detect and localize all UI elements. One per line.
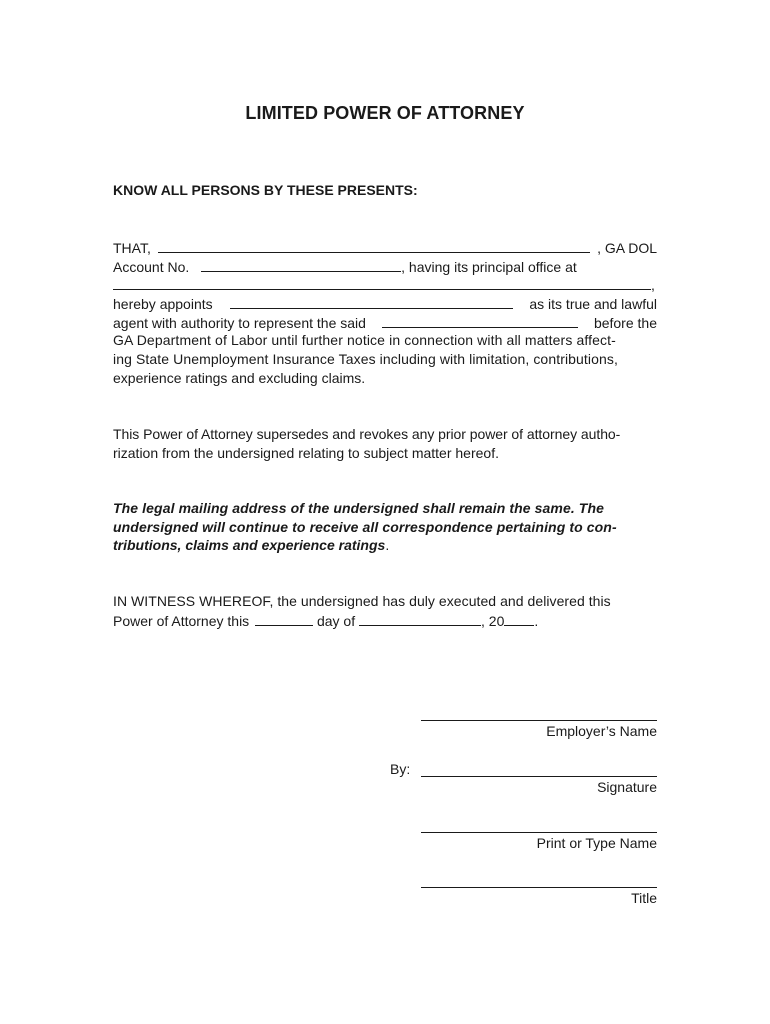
- before-the-text: before the: [593, 314, 657, 331]
- mailing-address-paragraph: [113, 499, 657, 555]
- paragraph-line: [113, 592, 657, 611]
- paragraph-line: [113, 425, 657, 444]
- paragraph-line: [113, 518, 657, 537]
- paragraph-text: ing State Unemployment Insurance Taxes including with limitation, contributions,: [113, 351, 618, 368]
- paragraph-text: IN WITNESS WHEREOF, the undersigned has duly executed and delivered this: [113, 593, 611, 609]
- that-text: THAT,: [113, 240, 151, 256]
- day-blank[interactable]: [255, 611, 313, 626]
- ga-dol-text: , GA DOL: [597, 240, 657, 256]
- comma-text: ,: [651, 277, 655, 294]
- employer-name-line[interactable]: [421, 720, 657, 721]
- period-text: .: [385, 537, 390, 554]
- company-name-blank[interactable]: [158, 238, 590, 253]
- signature-label: Signature: [597, 779, 657, 795]
- period-text: .: [534, 612, 539, 629]
- supersedes-paragraph: [113, 425, 657, 462]
- paragraph-line: [113, 313, 657, 332]
- employer-name-label: Employer’s Name: [546, 723, 657, 739]
- paragraph-text: tributions, claims and experience ratings: [113, 537, 386, 554]
- paragraph-line: [113, 536, 657, 555]
- paragraph-line: [113, 275, 657, 294]
- paragraph-text: The legal mailing address of the undersigned shall remain the same. The: [113, 500, 605, 516]
- paragraph-line: [113, 257, 657, 276]
- paragraph-line: [113, 331, 657, 350]
- title-label: Title: [631, 890, 657, 906]
- day-of-text: day of: [316, 612, 356, 629]
- paragraph-text: This Power of Attorney supersedes and revokes any prior power of attorney autho-: [113, 426, 621, 442]
- print-name-label: Print or Type Name: [536, 835, 657, 851]
- paragraph-line: [113, 444, 657, 463]
- signature-line[interactable]: [421, 776, 657, 777]
- year-blank[interactable]: [504, 611, 534, 626]
- paragraph-text: undersigned will continue to receive all correspondence pertaining to con-: [113, 518, 617, 535]
- poa-this-text: Power of Attorney this: [113, 612, 250, 629]
- paragraph-text: experience ratings and excluding claims.: [113, 369, 366, 386]
- office-address-blank[interactable]: [113, 275, 651, 290]
- paragraph-text: GA Department of Labor until further notice in connection with all matters affect-: [113, 332, 616, 349]
- agent-authority-text: agent with authority to represent the said: [113, 314, 366, 331]
- account-number-blank[interactable]: [201, 257, 401, 272]
- section-heading: KNOW ALL PERSONS BY THESE PRESENTS:: [113, 182, 418, 198]
- paragraph-line: [113, 294, 657, 313]
- principal-office-text: , having its principal office at: [401, 258, 577, 275]
- twenty-text: , 20: [481, 612, 505, 629]
- hereby-appoints-text: hereby appoints: [113, 296, 213, 313]
- true-and-lawful-text: as its true and lawful: [529, 296, 657, 313]
- page-title: LIMITED POWER OF ATTORNEY: [245, 103, 525, 123]
- agent-name-blank[interactable]: [230, 294, 513, 309]
- witness-paragraph: [113, 592, 657, 629]
- represented-party-blank[interactable]: [382, 313, 578, 328]
- paragraph-line: [113, 369, 657, 388]
- title-line[interactable]: [421, 887, 657, 888]
- print-name-line[interactable]: [421, 832, 657, 833]
- account-no-text: Account No.: [113, 258, 190, 275]
- paragraph-line: [113, 350, 657, 369]
- month-blank[interactable]: [359, 611, 481, 626]
- paragraph-line: [113, 611, 657, 630]
- paragraph-line: [113, 499, 657, 518]
- paragraph-line: [113, 238, 657, 257]
- appointment-paragraph: [113, 238, 657, 388]
- by-label: By:: [390, 761, 411, 777]
- paragraph-text: rization from the undersigned relating to subject matter hereof.: [113, 444, 499, 461]
